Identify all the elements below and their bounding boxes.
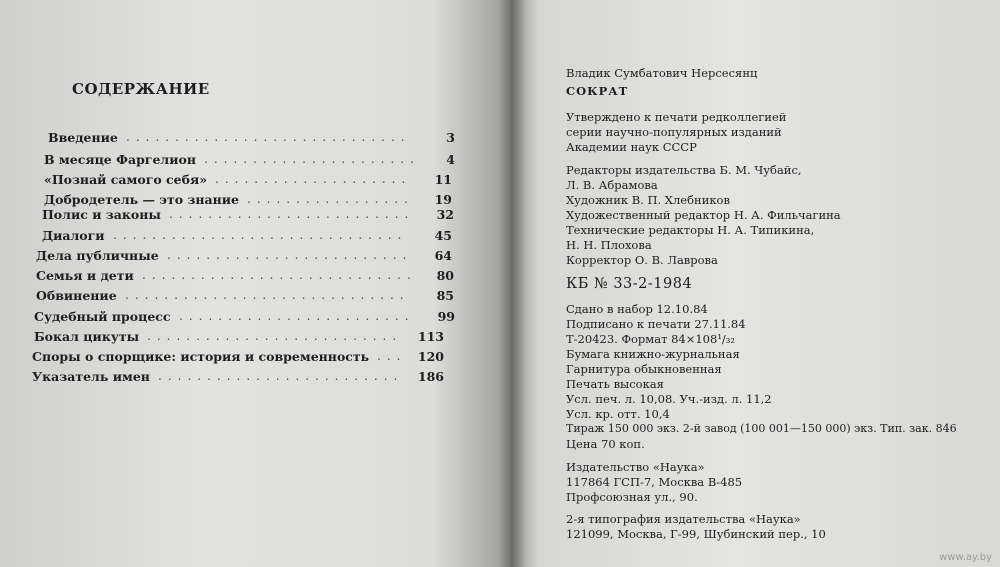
imprint-print-line: Сдано в набор 12.10.84 [566, 302, 708, 316]
toc-item-page: 3 [446, 130, 455, 145]
imprint-editor-line: Редакторы издательства Б. М. Чубайс, [566, 163, 802, 177]
imprint-printer-line: 121099, Москва, Г-99, Шубинский пер., 10 [566, 527, 826, 541]
toc-item-page: 80 [436, 268, 454, 283]
imprint-print-line: Бумага книжно-журнальная [566, 347, 740, 361]
imprint-print-line: Усл. печ. л. 10,08. Уч.-изд. л. 11,2 [566, 392, 772, 406]
imprint-print-line: Цена 70 коп. [566, 437, 645, 451]
imprint-author: Владик Сумбатович Нерсесянц [566, 66, 758, 80]
toc-item-page: 186 [417, 369, 444, 384]
toc-item-page: 45 [434, 228, 452, 243]
imprint-editor-line: Корректор О. В. Лаврова [566, 253, 718, 267]
toc-leader-dots: ...................... [204, 152, 420, 166]
imprint-book-title: СОКРАТ [566, 84, 629, 98]
toc-item-label: Семья и дети [36, 268, 134, 283]
imprint-print-line: Подписано к печати 27.11.84 [566, 317, 746, 331]
toc-item-page: 64 [434, 248, 452, 263]
toc-item-page: 85 [436, 288, 454, 303]
toc-item-page: 11 [434, 172, 452, 187]
toc-item-page: 4 [446, 152, 455, 167]
toc-leader-dots: ........................ [179, 309, 415, 323]
imprint-print-line: Усл. кр. отт. 10,4 [566, 407, 670, 421]
toc-leader-dots: ............................. [125, 288, 410, 302]
imprint-publisher-line: 117864 ГСП-7, Москва В-485 [566, 475, 743, 489]
imprint-publisher-line: Издательство «Наука» [566, 460, 705, 474]
toc-item-page: 113 [417, 329, 444, 344]
toc-item-label: Диалоги [42, 228, 105, 243]
book-gutter [498, 0, 526, 567]
watermark: www.ay.by [939, 552, 992, 563]
toc-item-label: Судебный процесс [34, 309, 171, 324]
toc-leader-dots: ... [377, 349, 407, 363]
toc-leader-dots: ................. [247, 192, 414, 206]
toc-title: СОДЕРЖАНИЕ [72, 80, 210, 98]
imprint-printer-line: 2-я типография издательства «Наука» [566, 512, 801, 526]
toc-item-label: Указатель имен [32, 369, 150, 384]
toc-leader-dots: ......................... [167, 248, 413, 262]
imprint-print-line: Тираж 150 000 экз. 2-й завод (100 001—150 000) экз. Тип. зак. 846 [566, 422, 957, 435]
toc-item-page: 120 [417, 349, 444, 364]
toc-leader-dots: ............................. [126, 130, 411, 144]
toc-item-page: 19 [434, 192, 452, 207]
toc-item-label: Введение [48, 130, 118, 145]
imprint-print-line: Печать высокая [566, 377, 664, 391]
toc-item-label: Дела публичные [36, 248, 159, 263]
imprint-kb-number: КБ № 33-2-1984 [566, 276, 693, 292]
toc-leader-dots: ......................... [158, 369, 404, 383]
toc-item-label: Полис и законы [42, 207, 161, 222]
imprint-print-line: Гарнитура обыкновенная [566, 362, 722, 376]
imprint-approval-line: серии научно-популярных изданий [566, 125, 782, 139]
imprint-approval-line: Утверждено к печати редколлегией [566, 110, 787, 124]
imprint-editor-line: Н. Н. Плохова [566, 238, 652, 252]
toc-item-label: Бокал цикуты [34, 329, 140, 344]
toc-item-page: 99 [437, 309, 455, 324]
toc-leader-dots: ......................... [169, 207, 415, 221]
toc-leader-dots: ............................ [142, 268, 417, 282]
toc-leader-dots: .................... [215, 172, 412, 186]
toc-item-label: Добродетель — это знание [44, 192, 239, 207]
toc-item-label: Обвинение [36, 288, 117, 303]
toc-leader-dots: .......................... [147, 329, 403, 343]
imprint-editor-line: Художник В. П. Хлебников [566, 193, 730, 207]
imprint-approval-line: Академии наук СССР [566, 140, 697, 154]
imprint-editor-line: Л. В. Абрамова [566, 178, 658, 192]
imprint-publisher-line: Профсоюзная ул., 90. [566, 490, 698, 504]
imprint-editor-line: Художественный редактор Н. А. Фильчагина [566, 208, 841, 222]
toc-item-label: «Познай самого себя» [44, 172, 208, 187]
toc-item-label: Споры о спорщике: история и современность [32, 349, 370, 364]
imprint-editor-line: Технические редакторы Н. А. Типикина, [566, 223, 815, 237]
toc-item-label: В месяце Фаргелион [44, 152, 196, 167]
imprint-print-line: Т-20423. Формат 84×108¹/₃₂ [566, 332, 736, 346]
toc-item-page: 32 [436, 207, 454, 222]
toc-leader-dots: .............................. [113, 228, 408, 242]
